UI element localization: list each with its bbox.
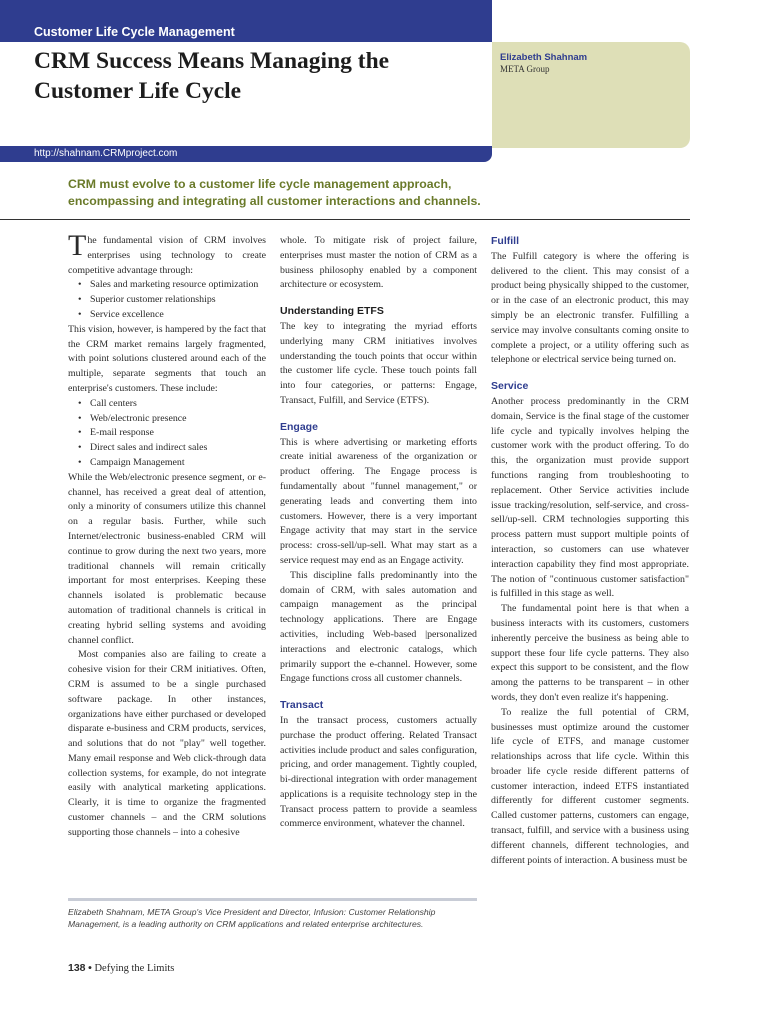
paragraph: In the transact process, customers actually purchase the product offering. Related Transact activities include product and sales configuration, pricing, and order management. Tightly coupled, bi-directional integration with order management applications is a requisite technology step in the Transact process pattern to provide a seamless commerce environment, whatever the channel. xyxy=(280,714,477,830)
paragraph: The Fulfill category is where the offering is delivered to the client. This may consist of a product being physically shipped to the customer, or in the case of an electronic product, this may simply be an electronic transfer. Fulfilling a service may involve consultants coming onsite to complete a project, or a utility offering such as telephone or electrical service being turned on. xyxy=(491,250,689,366)
list-item: • E-mail response xyxy=(78,426,266,441)
list-item: • Superior customer relationships xyxy=(78,293,266,308)
page-footer xyxy=(68,962,174,974)
section-heading: Fulfill xyxy=(491,235,519,247)
section-heading: Understanding ETFS xyxy=(280,305,384,318)
list-item: • Web/electronic presence xyxy=(78,412,266,427)
author-bio-note: Elizabeth Shahnam, META Group's Vice President and Director, Infusion: Customer Relationship Management, is a leading authority on CRM applications and related enterprise architectures. xyxy=(68,907,436,929)
note-divider xyxy=(68,898,477,901)
article-url[interactable]: http://shahnam.CRMproject.com xyxy=(34,148,178,159)
section-heading: Transact xyxy=(280,699,324,712)
paragraph: This is where advertising or marketing efforts create initial awareness of the organization or product offering. The Engage process is fundamentally about "funnel management," or generating leads and converting them into customers. However, there is a very important Engage activity that may start in the service process: cross-sell/up-sell. What may start as a service request may end as an Engage activity. xyxy=(280,436,477,566)
list-item: • Campaign Management xyxy=(78,456,266,471)
author-name: Elizabeth Shahnam xyxy=(500,52,588,63)
section-heading: Engage xyxy=(280,420,318,433)
kicker-bar xyxy=(0,0,492,42)
list-item: • Service excellence xyxy=(78,308,266,323)
paragraph: While the Web/electronic presence segment, or e-channel, has received a great deal of attention, only a minority of consumers utilize this channel on a regular basis. Further, while such Internet/electronic business-enabled CRM will continue to grow during the next two years, more traditional channels will remain critically important for most enterprises. Keeping these channels isolated is problematic because automation of traditional channels is critical in creating hybrid selling systems and avoiding channel conflict. xyxy=(68,471,266,646)
paragraph: Most companies also are failing to create a cohesive vision for their CRM initiatives. Often, CRM is assumed to be a single purchased software package. In other instances, organizations have either purchased or developed disparate e-business and CRM products, services, and solutions that do not "play" well together. Many email response and Web click-through data collection systems, for example, do not integrate easily with analytical marketing applications. Clearly, it is time to organize the fragmented customer channels – and the CRM solutions supporting those channels – into a cohesive xyxy=(68,649,266,838)
paragraph: The key to integrating the myriad efforts underlying many CRM initiatives involves understanding the touch points that occur within the customer life cycle. These touch points fall into four categories, or patterns: Engage, Transact, Fulfill, and Service (ETFS). xyxy=(280,320,477,406)
bullet-list-2 xyxy=(68,397,266,471)
drop-cap: T xyxy=(68,229,87,262)
paragraph: The fundamental point here is that when a business interacts with its customers, customers inherently perceive the business as being able to support these four life cycle patterns. They also expect this support to be consistent, and the flow among the patterns to be transparent – in other words, they don't even realize it's happening. xyxy=(491,603,689,703)
footer-separator: • xyxy=(88,962,92,974)
author-org: META Group xyxy=(500,64,550,74)
url-bar xyxy=(0,146,492,162)
paragraph: Another process predominantly in the CRM domain, Service is the final stage of the customer life cycle and typically involves helping the customer work with the product offering. To do this, the organization must provide support functions ranging from troubleshooting to replacement. Other Service activities include issue tracking/resolution, self-service, and cross-sell/up-sell. CRM technologies supporting this process pattern must support multiple points of interaction, so customers can use whatever interaction capability they find most appropriate. The notion of "continuous customer satisfaction" is fulfilled in this stage as well. xyxy=(491,395,689,600)
column-3 xyxy=(491,234,689,868)
list-item: • Sales and marketing resource optimization xyxy=(78,278,266,293)
column-1 xyxy=(68,229,266,841)
paragraph: This discipline falls predominantly into the domain of CRM, with sales automation and campaign management as the principal technology applications. There are Engage activities, including Web-based |personalized interactions and electronic catalogs, which primarily support the e-channel. However, some Engage functions cross all customer channels. xyxy=(280,569,477,685)
article-title: CRM Success Means Managing the Customer Life Cycle xyxy=(34,48,390,104)
column-2 xyxy=(280,234,477,832)
lede-text: CRM must evolve to a customer life cycle management approach, encompassing and integrating all customer interactions and channels. xyxy=(68,177,481,208)
paragraph: whole. To mitigate risk of project failure, enterprises must master the notion of CRM as a business philosophy enabled by a component architecture or ecosystem. xyxy=(280,235,477,291)
paragraph: This vision, however, is hampered by the fact that the CRM market remains largely fragmented, with point solutions clustered around each of the multiple, separate segments that touch an enterprise's customers. These include: xyxy=(68,323,266,394)
list-item: • Call centers xyxy=(78,397,266,412)
intro-paragraph: The fundamental vision of CRM involves enterprises using technology to create competitive advantage through: xyxy=(68,229,266,276)
section-heading: Service xyxy=(491,380,529,393)
divider-rule xyxy=(0,219,690,220)
section-kicker: Customer Life Cycle Management xyxy=(34,25,235,39)
page-number: 138 xyxy=(68,962,86,974)
book-title: Defying the Limits xyxy=(94,963,175,974)
list-item: • Direct sales and indirect sales xyxy=(78,441,266,456)
bullet-list-1 xyxy=(68,278,266,322)
author-box xyxy=(492,42,690,148)
paragraph: To realize the full potential of CRM, businesses must optimize around the customer life cycle of ETFS, and manage customer relationships across that life cycle. Within this broader life cycle reside different patterns of customer interaction, indeed ETFS instantiated differently for different customer segments. Called customer patterns, customers can engage, transact, fulfill, and service with a business using different channels, different technologies, and different points of interaction. A business must be xyxy=(491,706,689,866)
